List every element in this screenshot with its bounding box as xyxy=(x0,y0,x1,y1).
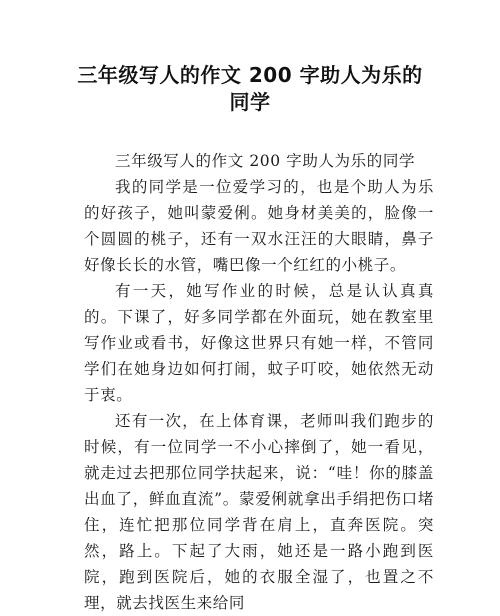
document-subtitle: 三年级写人的作文 200 字助人为乐的同学 xyxy=(115,152,416,170)
paragraph-1: 我的同学是一位爱学习的，也是个助人为乐的好孩子，她叫蒙爱俐。她身材美美的，脸像一个圆圆的桃子，还有一双水汪汪的大眼睛，鼻子好像长长的水管，嘴巴像一个红红的小桃子。 xyxy=(84,178,434,274)
paragraph-3: 还有一次，在上体育课，老师叫我们跑步的时候，有一位同学一不小心摔倒了，她一看见，就走过去把那位同学扶起来，说：“哇！你的膝盖出血了，鲜血直流”。蒙爱俐就拿出手绢把伤口堵住，连忙把那位同学背在肩上，直奔医院。突然，路上。下起了大雨，她还是一路小跑到医院，跑到医院后，她的衣服全湿了，也置之不理，就去找医生来给同 xyxy=(84,412,434,612)
document-title xyxy=(60,62,440,116)
paragraph-2: 有一天，她写作业的时候，总是认认真真的。下课了，好多同学都在外面玩，她在教室里写作业或看书，好像这世界只有她一样，不管同学们在她身边如何打闹，蚊子叮咬，她依然无动于衷。 xyxy=(84,282,434,404)
title-line-2: 同学 xyxy=(229,90,271,114)
document-body xyxy=(84,148,434,616)
title-line-1: 三年级写人的作文 200 字助人为乐的 xyxy=(77,63,423,87)
